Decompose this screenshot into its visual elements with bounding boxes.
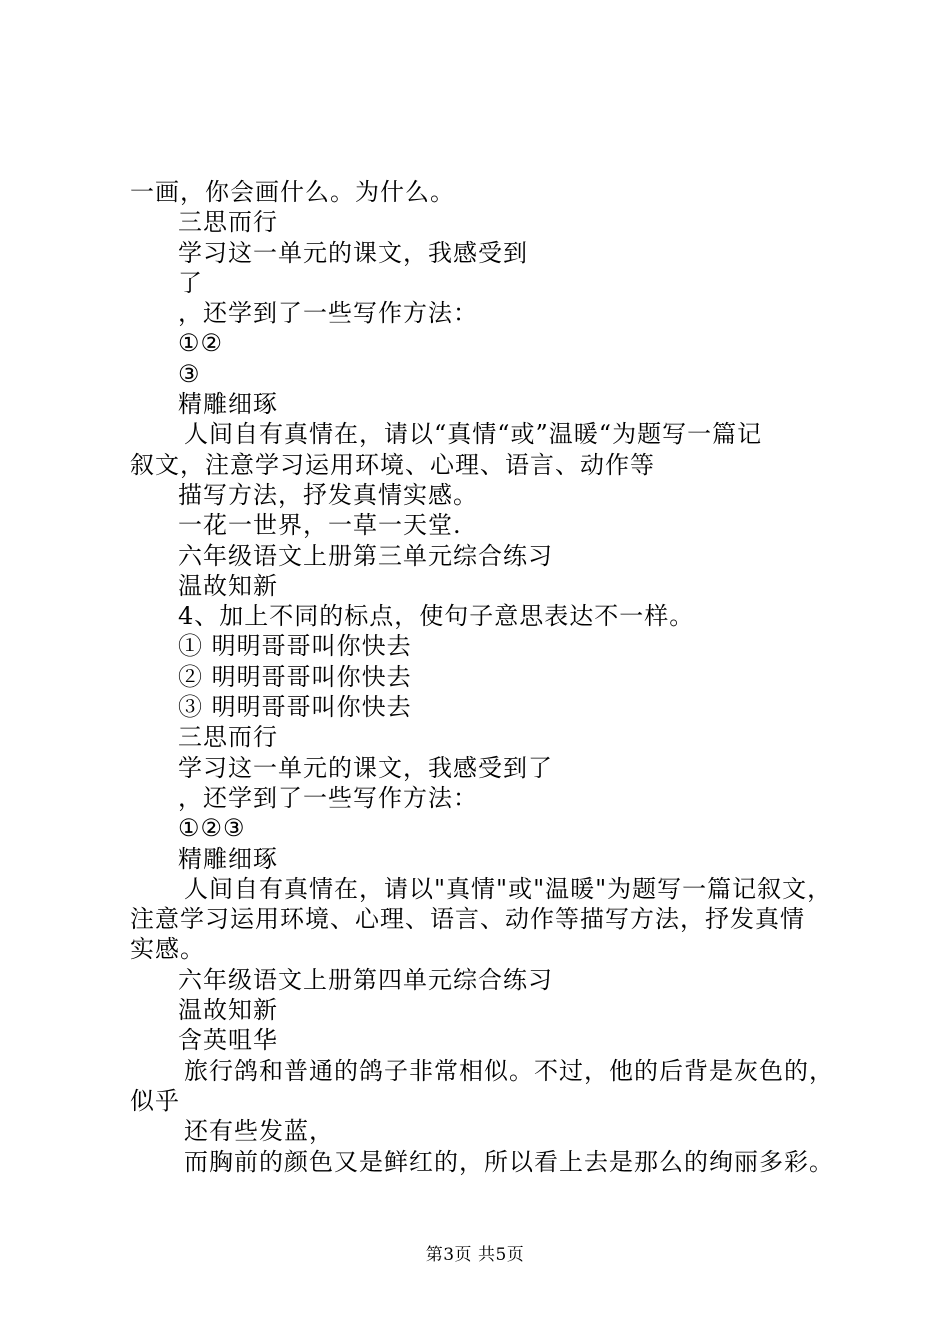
text-line: ③ [178,359,201,388]
text-line: 叙文，注意学习运用环境、心理、语言、动作等 [130,450,655,479]
section-heading: 三思而行 [178,723,278,752]
text-line: ③ 明明哥哥叫你快去 [178,693,412,722]
section-heading: 精雕细琢 [178,844,278,873]
chapter-title: 六年级语文上册第三单元综合练习 [178,541,553,570]
text-line: ①② [178,329,224,358]
text-line: ② 明明哥哥叫你快去 [178,662,412,691]
document-body [130,177,850,1177]
text-line: 描写方法，抒发真情实感。 [178,480,478,509]
section-heading: 三思而行 [178,208,278,237]
chapter-title: 六年级语文上册第四单元综合练习 [178,965,553,994]
page-number: 第3页 共5页 [425,1245,525,1265]
text-line: 旅行鸽和普通的鸽子非常相似。不过，他的后背是灰色的， [184,1056,834,1085]
text-line: 人间自有真情在，请以“真情“或”温暖“为题写一篇记 [184,420,763,449]
text-line: ① 明明哥哥叫你快去 [178,632,412,661]
text-line: 还有些发蓝， [184,1117,334,1146]
section-heading: 温故知新 [178,996,278,1025]
text-line: 一花一世界，一草一天堂. [178,511,462,540]
text-line: 学习这一单元的课文，我感受到了 [178,753,553,782]
text-line: 而胸前的颜色又是鲜红的，所以看上去是那么的绚丽多彩。 [184,1147,834,1176]
text-line: ①②③ [178,814,246,843]
page-footer [0,1243,950,1267]
text-line: 了 [178,268,203,297]
text-line: 学习这一单元的课文，我感受到 [178,238,528,267]
text-line: 实感。 [130,935,205,964]
text-line: 似乎 [130,1086,180,1115]
text-line: 人间自有真情在，请以"真情"或"温暖"为题写一篇记叙文， [184,874,833,903]
section-heading: 温故知新 [178,571,278,600]
text-line: 4、加上不同的标点，使句子意思表达不一样。 [178,602,695,631]
text-line: 注意学习运用环境、心理、语言、动作等描写方法，抒发真情 [130,905,805,934]
section-heading: 含英咀华 [178,1026,278,1055]
section-heading: 精雕细琢 [178,390,278,419]
text-line: 一画，你会画什么。为什么。 [130,178,455,206]
text-line: ，还学到了一些写作方法： [178,299,478,328]
text-line: ，还学到了一些写作方法： [178,783,478,812]
